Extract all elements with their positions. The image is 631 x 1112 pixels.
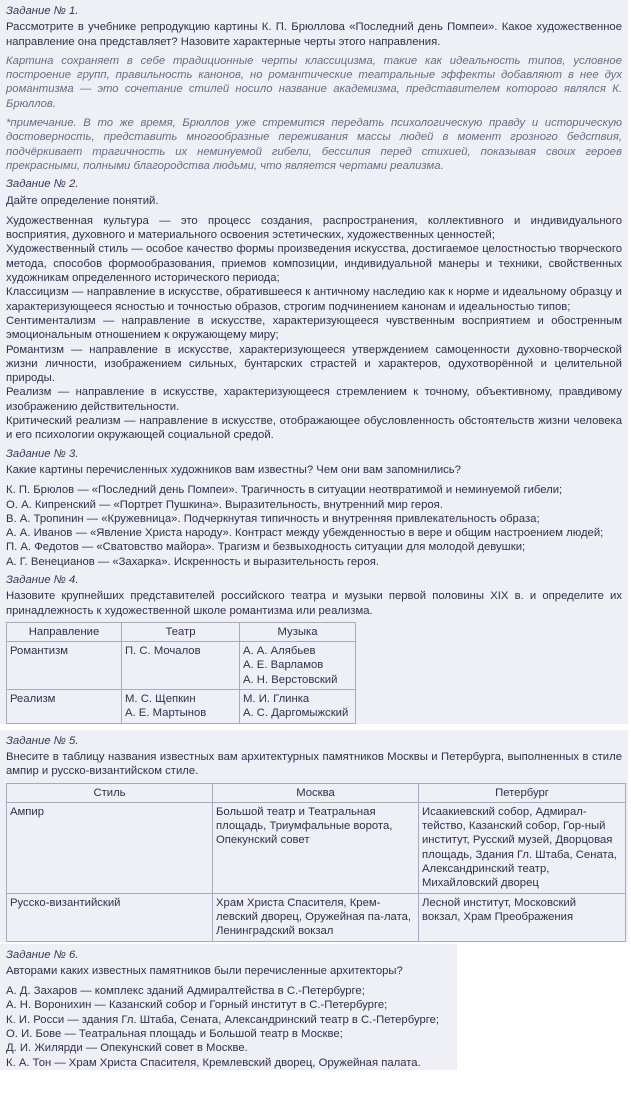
architecture-table [6, 783, 626, 942]
column-header: Петербург [419, 783, 626, 802]
table-header-row [7, 622, 356, 641]
table-row [7, 802, 626, 893]
music-cell [240, 642, 356, 690]
style-cell: Ампир [7, 802, 213, 893]
painting-item: В. А. Тропинин — «Кружевница». Подчеркнутая типичность и внутренняя привлекательность образа; [6, 512, 540, 525]
cell-line: М. С. Щепкин [125, 693, 196, 706]
cell-line: Лесной институт, Московский [422, 896, 577, 909]
theatre-cell [122, 690, 240, 724]
task-5-question: Внесите в таблицу названия известных вам архитектурных памятников Москвы и Петербурга, выполненных в стиле ампир и русско-византийском стиле. [6, 750, 622, 778]
cell-line: А. Е. Мартынов [125, 707, 207, 720]
column-header: Москва [213, 783, 419, 802]
painting-item: А. Г. Венецианов — «Захарка». Искренность и выразительность героя. [6, 555, 379, 568]
column-header: Театр [122, 622, 240, 641]
cell-line: А. Е. Варламов [243, 659, 324, 672]
task-4-heading: Задание № 4. [6, 573, 79, 586]
definition-item: Критический реализм — направление в искусстве, отображающее обусловленность обстоятельств жизни человека и его психологии окружающей социальной средой. [6, 415, 622, 442]
cell-line: М. И. Глинка [243, 693, 310, 706]
cell-line: институт, Русский музей, Дворцовая [422, 834, 613, 847]
task-3-heading: Задание № 3. [6, 447, 79, 460]
task-2-definitions [6, 214, 622, 443]
cell-line: А. С. Даргомыжский [243, 707, 349, 720]
task-1-answer: Картина сохраняет в себе традиционные черты классицизма, такие как идеальность типов, условное построение групп, правильность канонов, но романтические театральные эффекты добавляют в нее дух романтизма — это сочетание стилей носило название академизма, представителем которого являлся К. Брюллов. [6, 54, 622, 110]
column-header: Направление [7, 622, 122, 641]
task-6-question: Авторами каких известных памятников были перечисленные архитекторы? [6, 964, 403, 977]
task-4-question: Назовите крупнейших представителей российского театра и музыки первой половины XIX в. и определите их принадлежность к художественной школе романтизма или реализма. [6, 590, 622, 617]
architect-item: Д. И. Жилярди — Опекунский совет в Москве. [6, 1042, 248, 1055]
table-row [7, 893, 626, 941]
architect-item: А. Н. Воронихин — Казанский собор и Горный институт в С.-Петербурге; [6, 999, 388, 1012]
task-1 [0, 0, 628, 173]
definition-item: Художественный стиль — особое качество формы произведения искусства, достигаемое целостностью творческого метода, способов формообразования, приемов композиции, индивидуальной манеры и техники, свойственных художникам определенного исторического периода; [6, 243, 622, 285]
task-6-heading: Задание № 6. [6, 948, 79, 961]
cell-line: Опекунский совет [216, 834, 310, 847]
definition-item: Художественная культура — это процесс создания, распространения, коллективного и индивидуального восприятия, духовного и материального освоения эстетических, художественных ценностей; [6, 214, 622, 242]
cell-line: Александринский театр, [422, 863, 550, 876]
column-header: Музыка [240, 622, 356, 641]
moscow-cell [213, 893, 419, 941]
direction-cell: Романтизм [7, 642, 122, 690]
table-row [7, 690, 356, 724]
task-3-question: Какие картины перечисленных художников вам известны? Чем они вам запомнились? [6, 463, 461, 476]
cell-line: А. А. Алябьев [243, 645, 316, 658]
task-2 [0, 173, 628, 442]
task-4 [0, 569, 628, 724]
task-5-heading: Задание № 5. [6, 734, 79, 747]
theatre-music-table [6, 622, 356, 724]
task-2-question: Дайте определение понятий. [6, 194, 159, 207]
task-6-architects [6, 984, 451, 1070]
cell-line: Михайловский дворец [422, 877, 539, 890]
column-header: Стиль [7, 783, 213, 802]
cell-line: площадь, Здания Гл. Штаба, Сената, [422, 848, 617, 861]
spb-cell [419, 802, 626, 893]
task-2-heading: Задание № 2. [6, 178, 79, 191]
task-3 [0, 443, 628, 569]
cell-line: тейство, Казанский собор, Гор-ный [422, 820, 606, 833]
cell-line: Исаакиевский собор, Адмирал- [422, 805, 587, 818]
cell-line: Большой театр и Театральная [216, 805, 376, 818]
task-6 [0, 944, 457, 1070]
definition-item: Реализм — направление в искусстве, характеризующееся стремлением к точному, объективному, правдивому изображению действительности. [6, 386, 622, 413]
painting-item: П. А. Федотов — «Сватовство майора». Трагизм и безвыходность ситуации для молодой девушки; [6, 541, 526, 554]
cell-line: П. С. Мочалов [125, 645, 201, 658]
painting-item: К. П. Брюлов — «Последний день Помпеи». Трагичность в ситуации неотвратимой и неминуемой гибели; [6, 484, 563, 497]
architect-item: К. А. Тон — Храм Христа Спасителя, Кремлевский дворец, Оружейная палата. [6, 1056, 421, 1069]
definition-item: Классицизм — направление в искусстве, обратившееся к античному наследию как к норме и идеальному образцу и характеризующееся ясностью и точностью образов, строгим подчинением канонам и идеальностью типов; [6, 286, 622, 313]
theatre-cell [122, 642, 240, 690]
painting-item: О. А. Кипренский — «Портрет Пушкина». Выразительность, внутренний мир героя. [6, 498, 443, 511]
cell-line: площадь, Триумфальные ворота, [216, 820, 393, 833]
direction-cell: Реализм [7, 690, 122, 724]
table-header-row [7, 783, 626, 802]
architect-item: А. Д. Захаров — комплекс зданий Адмиралтейства в С.-Петербурге; [6, 985, 365, 998]
cell-line: вокзал, Храм Преображения [422, 910, 574, 923]
table-row [7, 642, 356, 690]
style-cell: Русско-византийский [7, 893, 213, 941]
cell-line: левский дворец, Оружейная па-лата, [216, 910, 412, 923]
moscow-cell [213, 802, 419, 893]
cell-line: А. Н. Верстовский [243, 673, 338, 686]
definition-item: Сентиментализм — направление в искусстве, характеризующееся чувственным восприятием и обостренным эмоциональным отношением к окружающему миру; [6, 314, 622, 342]
task-1-note: *примечание. В то же время, Брюллов уже стремится передать психологическую правду и историческую достоверность, представить многообразные переживания массы людей в момент грозного бедствия, подчёркивает трагичность их неминуемой гибели, бессилия перед стихией, показывая своих героев прекрасными, полными благородства людьми, что является чертами реализма. [6, 117, 622, 172]
music-cell [240, 690, 356, 724]
architect-item: К. И. Росси — здания Гл. Штаба, Сената, Александринский театр в С.-Петербурге; [6, 1013, 440, 1026]
definition-item: Романтизм — направление в искусстве, характеризующееся утверждением самоценности духовно-творческой жизни личности, изображением сильных, бунтарских страстей и характеров, одухотворённой и целительной природы. [6, 343, 622, 385]
spb-cell [419, 893, 626, 941]
task-1-question: Рассмотрите в учебнике репродукцию картины К. П. Брюллова «Последний день Помпеи». Какое художественное направление она представляет? Назовите характерные черты этого направления. [6, 21, 622, 48]
cell-line: Храм Христа Спасителя, Крем- [216, 896, 381, 909]
painting-item: А. А. Иванов — «Явление Христа народу». Контраст между убежденностью в вере и общим настроением людей; [6, 527, 604, 540]
task-1-heading: Задание № 1. [6, 5, 79, 17]
cell-line: Ленинградский вокзал [216, 925, 334, 938]
task-5 [0, 730, 628, 942]
task-3-paintings [6, 483, 622, 569]
architect-item: О. И. Бове — Театральная площадь и Большой театр в Москве; [6, 1028, 343, 1040]
